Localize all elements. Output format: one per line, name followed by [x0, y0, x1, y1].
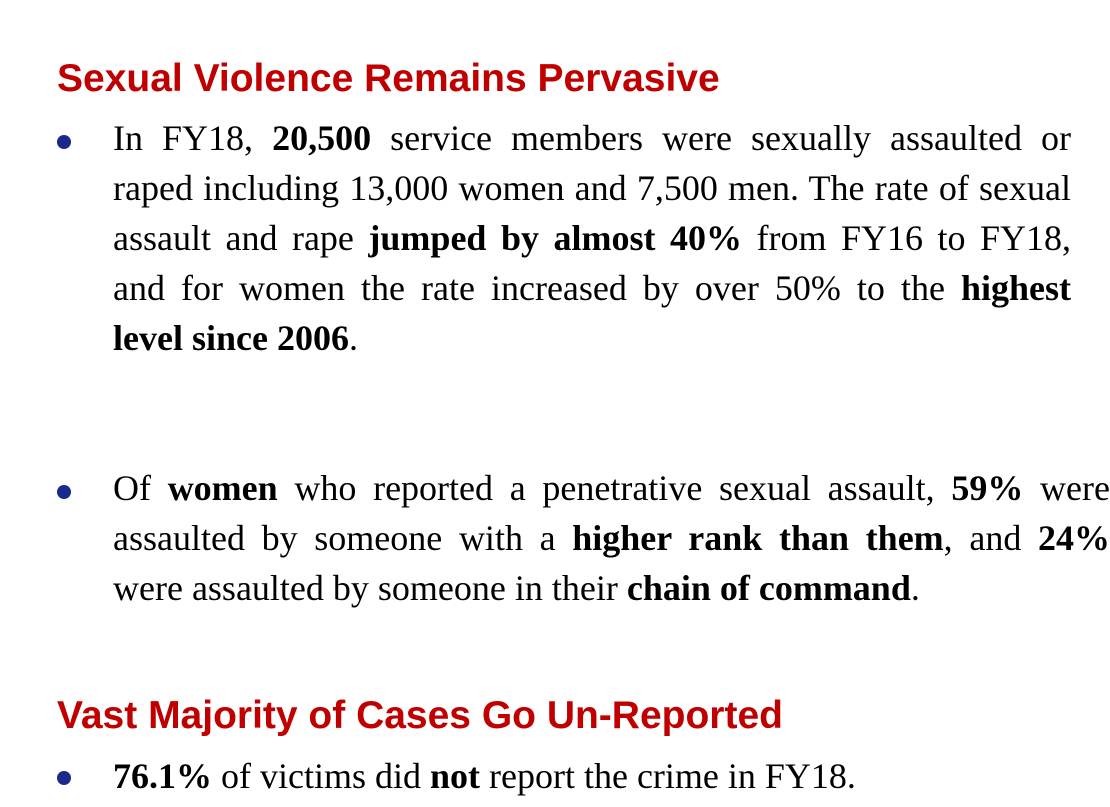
bullet-icon — [57, 135, 71, 149]
bullet-icon — [57, 771, 71, 785]
section-heading-unreported: Vast Majority of Cases Go Un-Reported — [57, 694, 783, 737]
section-heading-sexual-violence: Sexual Violence Remains Pervasive — [57, 57, 720, 100]
bullet-text-women-reports: Of women who reported a penetrative sexual assault, 59% were assaulted by someone with a higher rank than them, and 24% were assaulted by someone in their chain of command. — [113, 468, 1110, 608]
bullet-text-assault-stats: In FY18, 20,500 service members were sexually assaulted or raped including 13,000 women and 7,500 men. The rate of sexual assault and rape jumped by almost 40% from FY16 to FY18, and for women the rate increased by over 50% to the highest level since 2006. — [113, 118, 1072, 358]
bullet-icon — [57, 485, 71, 499]
bullet-text-unreported-stats: 76.1% of victims did not report the crime in FY18. — [113, 756, 856, 796]
